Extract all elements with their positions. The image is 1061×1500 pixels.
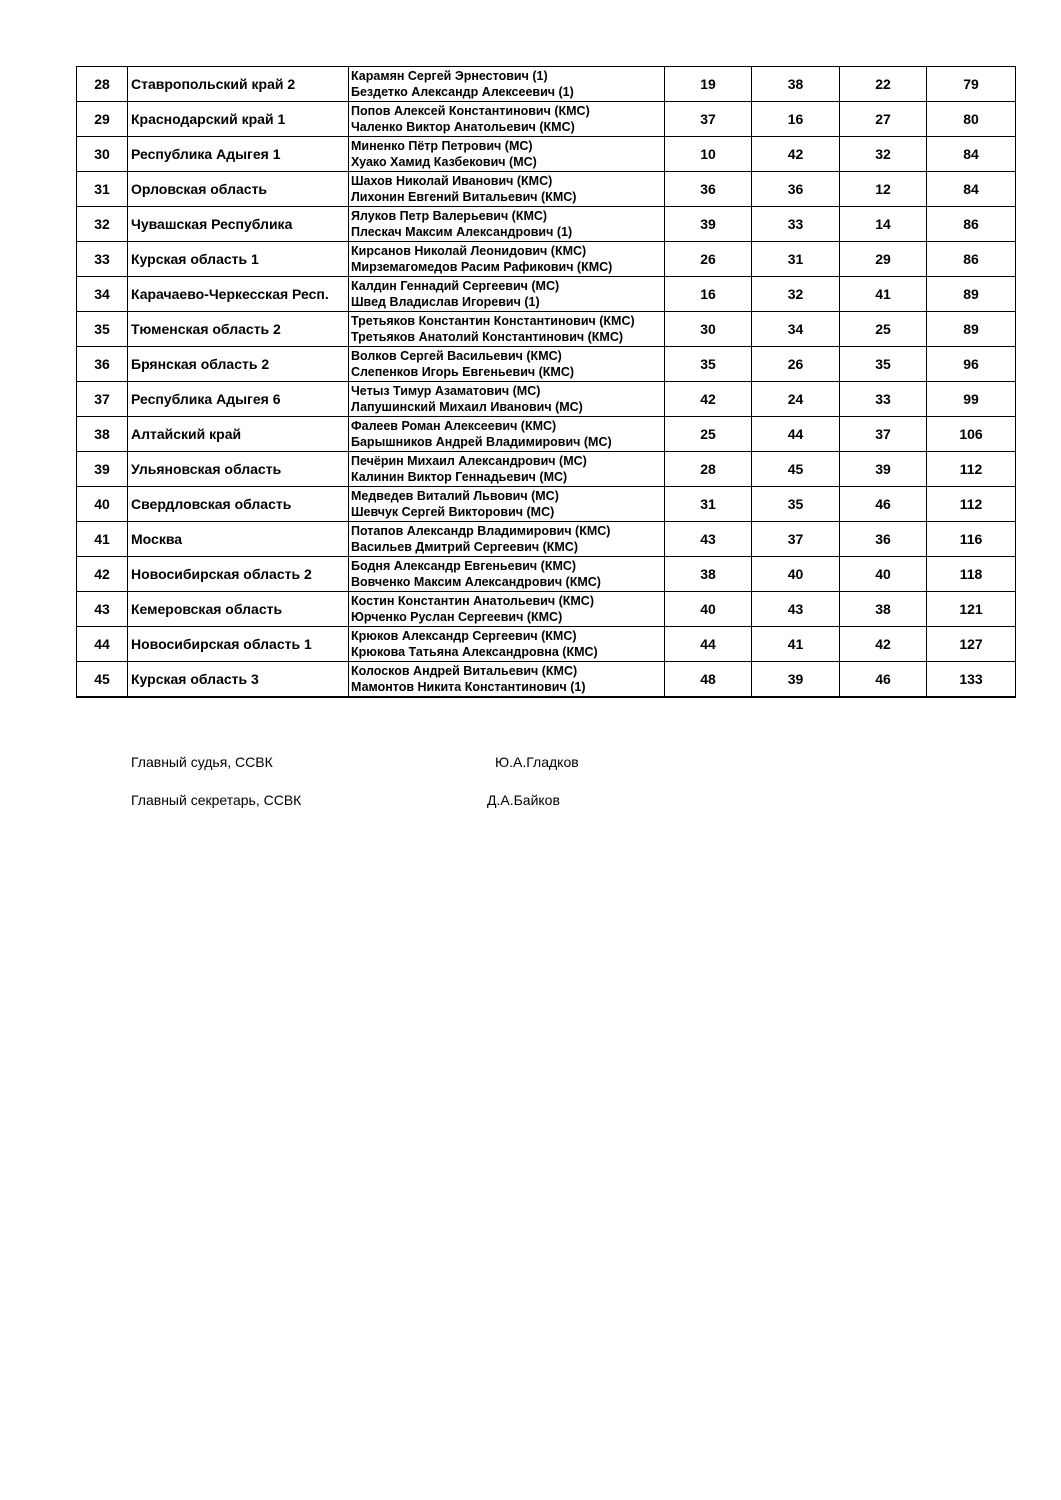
chief-secretary-name: Д.А.Байков [487,792,560,808]
athletes-cell [349,102,665,137]
athletes-cell [349,487,665,522]
athletes-cell [349,207,665,242]
table-row [77,522,1016,557]
athlete-name: Барышников Андрей Владимирович (МС) [351,435,612,449]
athlete-name: Кирсанов Николай Леонидович (КМС) [351,244,587,258]
team-cell: Брянская область 2 [128,347,349,382]
athlete-name: Калинин Виктор Геннадьевич (МС) [351,470,568,484]
table-row [77,592,1016,627]
team-cell: Орловская область [128,172,349,207]
athlete-name: Калдин Геннадий Сергеевич (МС) [351,279,560,293]
total-cell: 112 [927,452,1016,487]
team-cell: Республика Адыгея 6 [128,382,349,417]
athlete-name: Юрченко Руслан Сергеевич (КМС) [351,610,563,624]
score-3-cell: 25 [840,312,927,347]
total-cell: 86 [927,242,1016,277]
athlete-name: Мамонтов Никита Константинович (1) [351,680,586,694]
table-row [77,207,1016,242]
athlete-name: Третьяков Константин Константинович (КМС) [351,314,635,328]
athlete-name: Васильев Дмитрий Сергеевич (КМС) [351,540,579,554]
total-cell: 96 [927,347,1016,382]
score-3-cell: 14 [840,207,927,242]
athlete-name: Печёрин Михаил Александрович (МС) [351,454,587,468]
athlete-name: Швед Владислав Игоревич (1) [351,295,540,309]
score-1-cell: 44 [665,627,752,662]
score-2-cell: 37 [752,522,840,557]
score-2-cell: 16 [752,102,840,137]
table-row [77,172,1016,207]
table-row [77,67,1016,102]
table-row [77,137,1016,172]
team-cell: Курская область 1 [128,242,349,277]
table-row [77,312,1016,347]
athlete-name: Потапов Александр Владимирович (КМС) [351,524,611,538]
athletes-cell [349,312,665,347]
chief-secretary-title: Главный секретарь, ССВК [131,792,302,808]
score-1-cell: 39 [665,207,752,242]
total-cell: 79 [927,67,1016,102]
athletes-cell [349,242,665,277]
place-cell: 29 [77,102,128,137]
table-row [77,627,1016,662]
table-row [77,417,1016,452]
score-2-cell: 38 [752,67,840,102]
total-cell: 89 [927,312,1016,347]
total-cell: 127 [927,627,1016,662]
score-3-cell: 35 [840,347,927,382]
team-cell: Ульяновская область [128,452,349,487]
team-cell: Ставропольский край 2 [128,67,349,102]
team-cell: Краснодарский край 1 [128,102,349,137]
score-1-cell: 31 [665,487,752,522]
athlete-name: Колосков Андрей Витальевич (КМС) [351,664,578,678]
team-cell: Тюменская область 2 [128,312,349,347]
athletes-cell [349,277,665,312]
table-row [77,662,1016,698]
score-3-cell: 46 [840,487,927,522]
score-3-cell: 46 [840,662,927,698]
athletes-cell [349,522,665,557]
results-table-body [77,67,1016,698]
athlete-name: Миненко Пётр Петрович (МС) [351,139,533,153]
score-2-cell: 43 [752,592,840,627]
total-cell: 99 [927,382,1016,417]
score-2-cell: 36 [752,172,840,207]
score-3-cell: 22 [840,67,927,102]
score-1-cell: 10 [665,137,752,172]
score-1-cell: 30 [665,312,752,347]
athletes-cell [349,67,665,102]
total-cell: 89 [927,277,1016,312]
table-row [77,487,1016,522]
athletes-cell [349,592,665,627]
athlete-name: Лихонин Евгений Витальевич (КМС) [351,190,577,204]
athlete-name: Ялуков Петр Валерьевич (КМС) [351,209,548,223]
athletes-cell [349,662,665,698]
athlete-name: Попов Алексей Константинович (КМС) [351,104,590,118]
score-1-cell: 16 [665,277,752,312]
score-3-cell: 29 [840,242,927,277]
place-cell: 39 [77,452,128,487]
score-2-cell: 26 [752,347,840,382]
table-row [77,102,1016,137]
athlete-name: Бодня Александр Евгеньевич (КМС) [351,559,577,573]
athletes-cell [349,382,665,417]
athlete-name: Третьяков Анатолий Константинович (КМС) [351,330,624,344]
athlete-name: Крюкова Татьяна Александровна (КМС) [351,645,598,659]
athletes-cell [349,417,665,452]
place-cell: 38 [77,417,128,452]
place-cell: 45 [77,662,128,698]
athlete-name: Волков Сергей Васильевич (КМС) [351,349,562,363]
score-3-cell: 36 [840,522,927,557]
place-cell: 42 [77,557,128,592]
total-cell: 106 [927,417,1016,452]
score-2-cell: 45 [752,452,840,487]
score-1-cell: 40 [665,592,752,627]
place-cell: 43 [77,592,128,627]
team-cell: Новосибирская область 1 [128,627,349,662]
athlete-name: Плескач Максим Александрович (1) [351,225,573,239]
athlete-name: Карамян Сергей Эрнестович (1) [351,69,548,83]
place-cell: 41 [77,522,128,557]
athlete-name: Шахов Николай Иванович (КМС) [351,174,553,188]
score-2-cell: 42 [752,137,840,172]
score-1-cell: 26 [665,242,752,277]
place-cell: 40 [77,487,128,522]
athlete-name: Костин Константин Анатольевич (КМС) [351,594,594,608]
score-2-cell: 40 [752,557,840,592]
athletes-cell [349,452,665,487]
team-cell: Новосибирская область 2 [128,557,349,592]
score-2-cell: 33 [752,207,840,242]
total-cell: 80 [927,102,1016,137]
table-row [77,277,1016,312]
score-2-cell: 44 [752,417,840,452]
score-3-cell: 33 [840,382,927,417]
total-cell: 116 [927,522,1016,557]
chief-judge-name: Ю.А.Гладков [495,754,579,770]
score-2-cell: 41 [752,627,840,662]
score-3-cell: 37 [840,417,927,452]
athlete-name: Слепенков Игорь Евгеньевич (КМС) [351,365,575,379]
score-3-cell: 38 [840,592,927,627]
team-cell: Республика Адыгея 1 [128,137,349,172]
score-1-cell: 35 [665,347,752,382]
place-cell: 34 [77,277,128,312]
athlete-name: Четыз Тимур Азаматович (МС) [351,384,541,398]
table-row [77,242,1016,277]
score-3-cell: 39 [840,452,927,487]
score-1-cell: 19 [665,67,752,102]
score-2-cell: 34 [752,312,840,347]
place-cell: 36 [77,347,128,382]
score-1-cell: 38 [665,557,752,592]
athlete-name: Шевчук Сергей Викторович (МС) [351,505,555,519]
team-cell: Алтайский край [128,417,349,452]
team-cell: Курская область 3 [128,662,349,698]
athletes-cell [349,347,665,382]
athlete-name: Лапушинский Михаил Иванович (МС) [351,400,583,414]
score-1-cell: 25 [665,417,752,452]
place-cell: 32 [77,207,128,242]
score-3-cell: 27 [840,102,927,137]
table-row [77,557,1016,592]
total-cell: 112 [927,487,1016,522]
place-cell: 44 [77,627,128,662]
athlete-name: Медведев Виталий Львович (МС) [351,489,559,503]
table-row [77,452,1016,487]
score-1-cell: 43 [665,522,752,557]
score-1-cell: 36 [665,172,752,207]
place-cell: 28 [77,67,128,102]
total-cell: 121 [927,592,1016,627]
team-cell: Свердловская область [128,487,349,522]
total-cell: 84 [927,172,1016,207]
score-1-cell: 42 [665,382,752,417]
score-2-cell: 32 [752,277,840,312]
table-row [77,382,1016,417]
score-3-cell: 42 [840,627,927,662]
total-cell: 118 [927,557,1016,592]
place-cell: 35 [77,312,128,347]
athletes-cell [349,627,665,662]
score-1-cell: 37 [665,102,752,137]
score-2-cell: 39 [752,662,840,698]
score-3-cell: 32 [840,137,927,172]
score-2-cell: 35 [752,487,840,522]
athlete-name: Чаленко Виктор Анатольевич (КМС) [351,120,575,134]
place-cell: 33 [77,242,128,277]
score-3-cell: 40 [840,557,927,592]
athletes-cell [349,557,665,592]
athlete-name: Бездетко Александр Алексеевич (1) [351,85,574,99]
score-2-cell: 31 [752,242,840,277]
athletes-cell [349,172,665,207]
score-3-cell: 12 [840,172,927,207]
total-cell: 86 [927,207,1016,242]
total-cell: 84 [927,137,1016,172]
team-cell: Чувашская Республика [128,207,349,242]
score-3-cell: 41 [840,277,927,312]
total-cell: 133 [927,662,1016,698]
athlete-name: Вовченко Максим Александрович (КМС) [351,575,601,589]
athlete-name: Мирземагомедов Расим Рафикович (КМС) [351,260,613,274]
place-cell: 37 [77,382,128,417]
results-table [76,66,1016,698]
score-1-cell: 48 [665,662,752,698]
place-cell: 31 [77,172,128,207]
athlete-name: Фалеев Роман Алексеевич (КМС) [351,419,557,433]
team-cell: Москва [128,522,349,557]
athlete-name: Крюков Александр Сергеевич (КМС) [351,629,577,643]
score-1-cell: 28 [665,452,752,487]
athletes-cell [349,137,665,172]
place-cell: 30 [77,137,128,172]
chief-judge-title: Главный судья, ССВК [131,754,273,770]
team-cell: Карачаево-Черкесская Респ. [128,277,349,312]
athlete-name: Хуако Хамид Казбекович (МС) [351,155,537,169]
team-cell: Кемеровская область [128,592,349,627]
score-2-cell: 24 [752,382,840,417]
table-row [77,347,1016,382]
